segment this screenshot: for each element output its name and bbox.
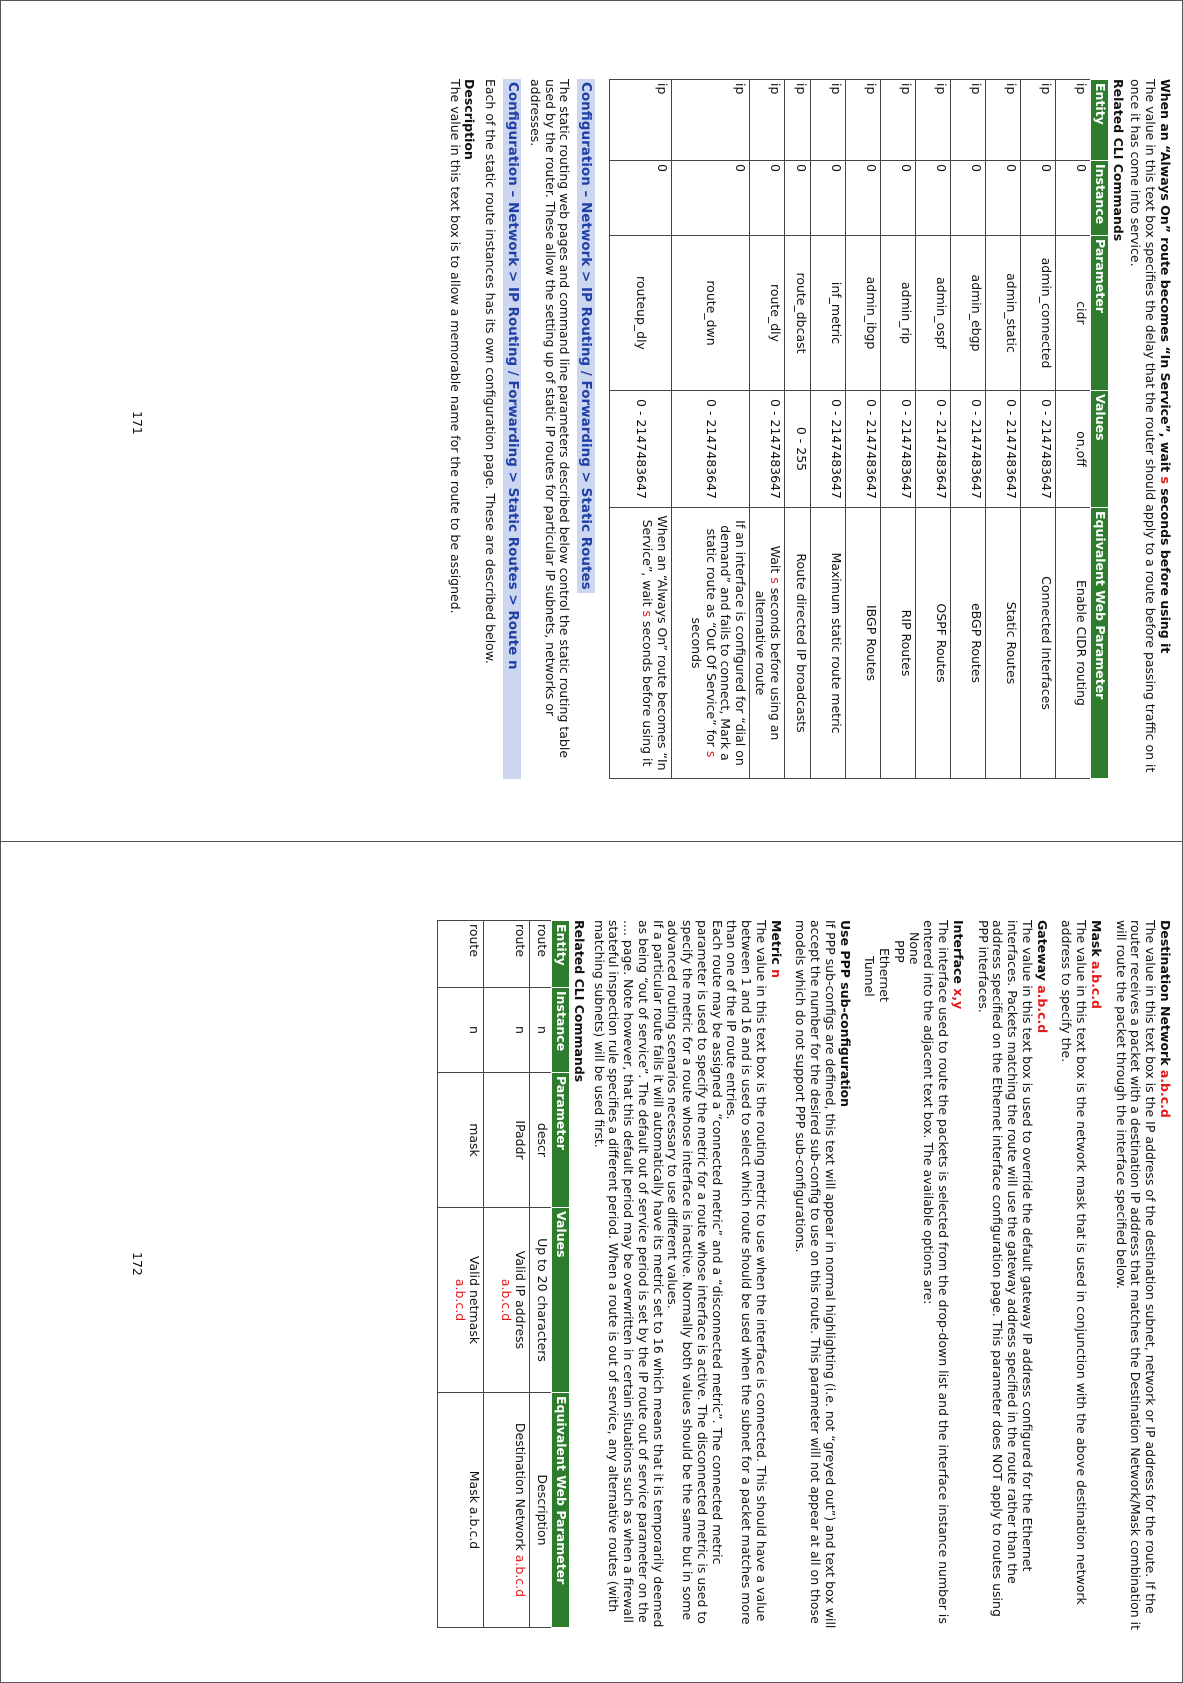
page-172: Destination Network a.b.c.d The value in this text box is the IP address of the destination subnet, network or IP address for the route. If the router receives a packet with a destination IP address that matches the Destination Network/Mask combination it will route the packet through the interface specified below. Mask a.b.c.d The value in this text box is the network mask that is used in conjunction with the above destination network address to specify the. Gateway a.b.c.d The value in this text box is used to override the default gateway IP address configured for the Ethernet interfaces. Packets matching the route will use the gateway address specified in the route rather than the address specified on the Ethernet interface configuration page. This parameter does NOT apply to routes using PPP interfaces. Interface x,y The interface used to route the packets is selected from the drop-down list and the interface instance number is entered into the adjacent text box. The available options are: None PPP Ethernet Tunnel Use PPP sub-configuration If PPP sub-configs are defined, this text will appear in normal highlighting (i.e. not “greyed out”) and text box will accept the number for the desired sub-config to use on this route. This parameter will not appear at all on those models which do not support PPP sub-configurations. Metric n The value in this text box is the routing metric to use when the interface is connected. This should have a value between 1 and 16 and is used to select which route should be used when the subnet for a packet matches more than one of the IP route entries. Each route may be assigned a “connected metric” and a “disconnected metric”. The connected metric parameter is used to specify the metric for a route whose interface is active. The disconnected metric is used to specify the metric for a route whose interface is inactive. Normally both values should be the same but in some advanced routing scenarios necessary to use different values. If a particular route fails it will automatically have its metric set to 16 which means that it is temporarily deemed as being “out of service”. The default out of service period is set by the IP route out of service parameter on the .... page. Note however, that this default period may be overwritten in certain situations such as when a firewall stateful inspection rule specifies a different period. When a route is out of service, any alternative routes (with matching subnets) will be used first. Related CLI Commands Entity Instance Parameter Values Equivalent Web Parameter route n descr Up to 20 characters Description route n IPaddr Valid IP address a.b.c.d Destination Network a.b.c.d route n mask Valid netmask a.b.c.d Mask a.b.c.d 172	[130, 920, 1173, 1630]
col-instance: Instance	[1091, 161, 1109, 236]
table-row: ip 0 admin_static 0 - 2147483647 Static Routes	[986, 80, 1021, 779]
table-row: ip 0 admin_ospf 0 - 2147483647 OSPF Routes	[916, 80, 951, 779]
section-static-routes-title: Configuration – Network > IP Routing / Forwarding > Static Routes	[577, 79, 595, 593]
table-row: ip 0 route_dbcast 0 - 255 Route directed IP broadcasts	[785, 80, 811, 779]
route-up-delay-description: The value in this text box specifies the delay that the router should apply to a route before passing traffic on it once it has come into service.	[1128, 79, 1159, 773]
table-row: ip 0 admin_ebgp 0 - 2147483647 eBGP Routes	[951, 80, 986, 779]
col-entity: Entity	[552, 921, 570, 988]
col-web-parameter: Equivalent Web Parameter	[552, 1393, 570, 1628]
list-item: Tunnel	[862, 956, 878, 997]
col-instance: Instance	[552, 988, 570, 1073]
table-row: ip 0 inf_metric 0 - 2147483647 Maximum static route metric	[811, 80, 846, 779]
page-number: 172	[130, 1252, 145, 1276]
col-parameter: Parameter	[1091, 236, 1109, 391]
interface-title: Interface	[951, 920, 966, 989]
table-row: ip 0 admin_ibgp 0 - 2147483647 IBGP Routes	[846, 80, 881, 779]
section-static-routes-desc: The static routing web pages and command line parameters described below control the static routing table used by the router. These allow the setting up of static IP routes for particular IP subnets, networks or addresses.	[527, 79, 573, 759]
metric-text-2: Each route may be assigned a “connected metric” and a “disconnected metric”. The connected metric parameter is used to specify the metric for a route whose interface is active. The disconnected metric is used to specify the metric for a route whose interface is inactive. Normally both values should be the same but in some advanced routing scenarios necessary to use different values.	[665, 920, 725, 1624]
gateway-title: Gateway	[1034, 920, 1050, 986]
mask-title: Mask	[1089, 920, 1104, 961]
list-item: PPP	[892, 940, 907, 963]
mask-text: The value in this text box is the network mask that is used in conjunction with the above destination network address to specify the.	[1059, 920, 1090, 1605]
metric-title: Metric	[768, 920, 784, 970]
list-item: None	[906, 932, 922, 965]
table-row: route n IPaddr Valid IP address a.b.c.d Destination Network a.b.c.d	[484, 921, 530, 1628]
metric-text-1: The value in this text box is the routing metric to use when the interface is connected. This should have a value between 1 and 16 and is used to select which route should be used when the subnet for a packet matches more than one of the IP route entries.	[724, 920, 769, 1625]
table-row: ip 0 admin_connected 0 - 2147483647 Connected Interfaces	[1021, 80, 1056, 779]
related-cli-title: Related CLI Commands	[572, 920, 587, 1083]
ppp-subconfig-text: If PPP sub-configs are defined, this text will appear in normal highlighting (i.e. not “greyed out”) and text box will accept the number for the desired sub-config to use on this route. This parameter will not appear at all on those models which do not support PPP sub-configurations.	[793, 920, 838, 1629]
interface-options	[862, 920, 921, 1630]
page-172-frame	[0, 841, 1183, 1683]
col-values: Values	[552, 1208, 570, 1393]
section-route-n-title: Configuration – Network > IP Routing / Forwarding > Static Routes > Route n	[503, 79, 521, 779]
table-row: ip 0 admin_rip 0 - 2147483647 RIP Routes	[881, 80, 916, 779]
col-parameter: Parameter	[552, 1073, 570, 1208]
page-171	[1, 1, 1183, 842]
dest-network-text: The value in this text box is the IP address of the destination subnet, network or IP address for the route. If the router receives a packet with a destination IP address that matches the Destination Network/Mask combination it will route the packet through the interface specified below.	[1113, 920, 1159, 1630]
section-route-n-desc: Each of the static route instances has its own configuration page. These are described below.	[483, 79, 499, 664]
list-item: Ethernet	[877, 948, 893, 1002]
cli-table-172	[438, 920, 571, 1628]
related-cli-title: Related CLI Commands	[1110, 79, 1126, 242]
description-title: Description	[462, 79, 478, 160]
table-row: route n mask Valid netmask a.b.c.d Mask a.b.c.d	[438, 921, 484, 1628]
metric-text-3: If a particular route fails it will automatically have its metric set to 16 which means that it is temporarily deemed as being “out of service”. The default out of service period is set by the IP route out of service parameter on the .... page. Note however, that this default period may be overwritten in certain situations such as when a firewall stateful inspection rule specifies a different period. When a route is out of service, any alternative routes (with matching subnets) will be used first.	[591, 920, 666, 1628]
table-header-row	[1091, 80, 1109, 779]
col-entity: Entity	[1091, 80, 1109, 161]
ppp-subconfig-title: Use PPP sub-configuration	[837, 920, 853, 1108]
dest-network-title: Destination Network	[1158, 920, 1173, 1070]
table-row: ip 0 route_dly 0 - 2147483647 Wait s seconds before using an alternative route	[750, 80, 785, 779]
interface-text: The interface used to route the packets is selected from the drop-down list and the interface instance number is entered into the adjacent text box. The available options are:	[921, 920, 952, 1624]
table-header-row	[552, 921, 570, 1628]
table-row: ip 0 route_dwn 0 - 2147483647 If an interface is configured for “dial on demand” and fails to connect, Mark a static route as “Out Of Service” for s seconds	[672, 80, 750, 779]
page-number: 171	[130, 411, 145, 435]
table-row: route n descr Up to 20 characters Description	[530, 921, 552, 1628]
cli-table-171	[609, 79, 1109, 779]
col-web-parameter: Equivalent Web Parameter	[1091, 508, 1109, 779]
table-row: ip 0 cidr on,off Enable CIDR routing	[1056, 80, 1091, 779]
gateway-text: The value in this text box is used to override the default gateway IP address configured for the Ethernet interfaces. Packets matching the route will use the gateway address specified in the route rather than the address specified on the Ethernet interface configuration page. This parameter does NOT apply to routes using PPP interfaces.	[975, 920, 1035, 1617]
description-text: The value in this text box is to allow a memorable name for the route to be assigned.	[447, 79, 463, 614]
col-values: Values	[1091, 391, 1109, 508]
route-up-delay-heading: When an “Always On” route becomes “In Service”, wait s seconds before using it	[1158, 79, 1173, 654]
table-row: ip 0 routeup_dly 0 - 2147483647 When an “Always On” route becomes “In Service”, wait s seconds before using it	[610, 80, 672, 779]
